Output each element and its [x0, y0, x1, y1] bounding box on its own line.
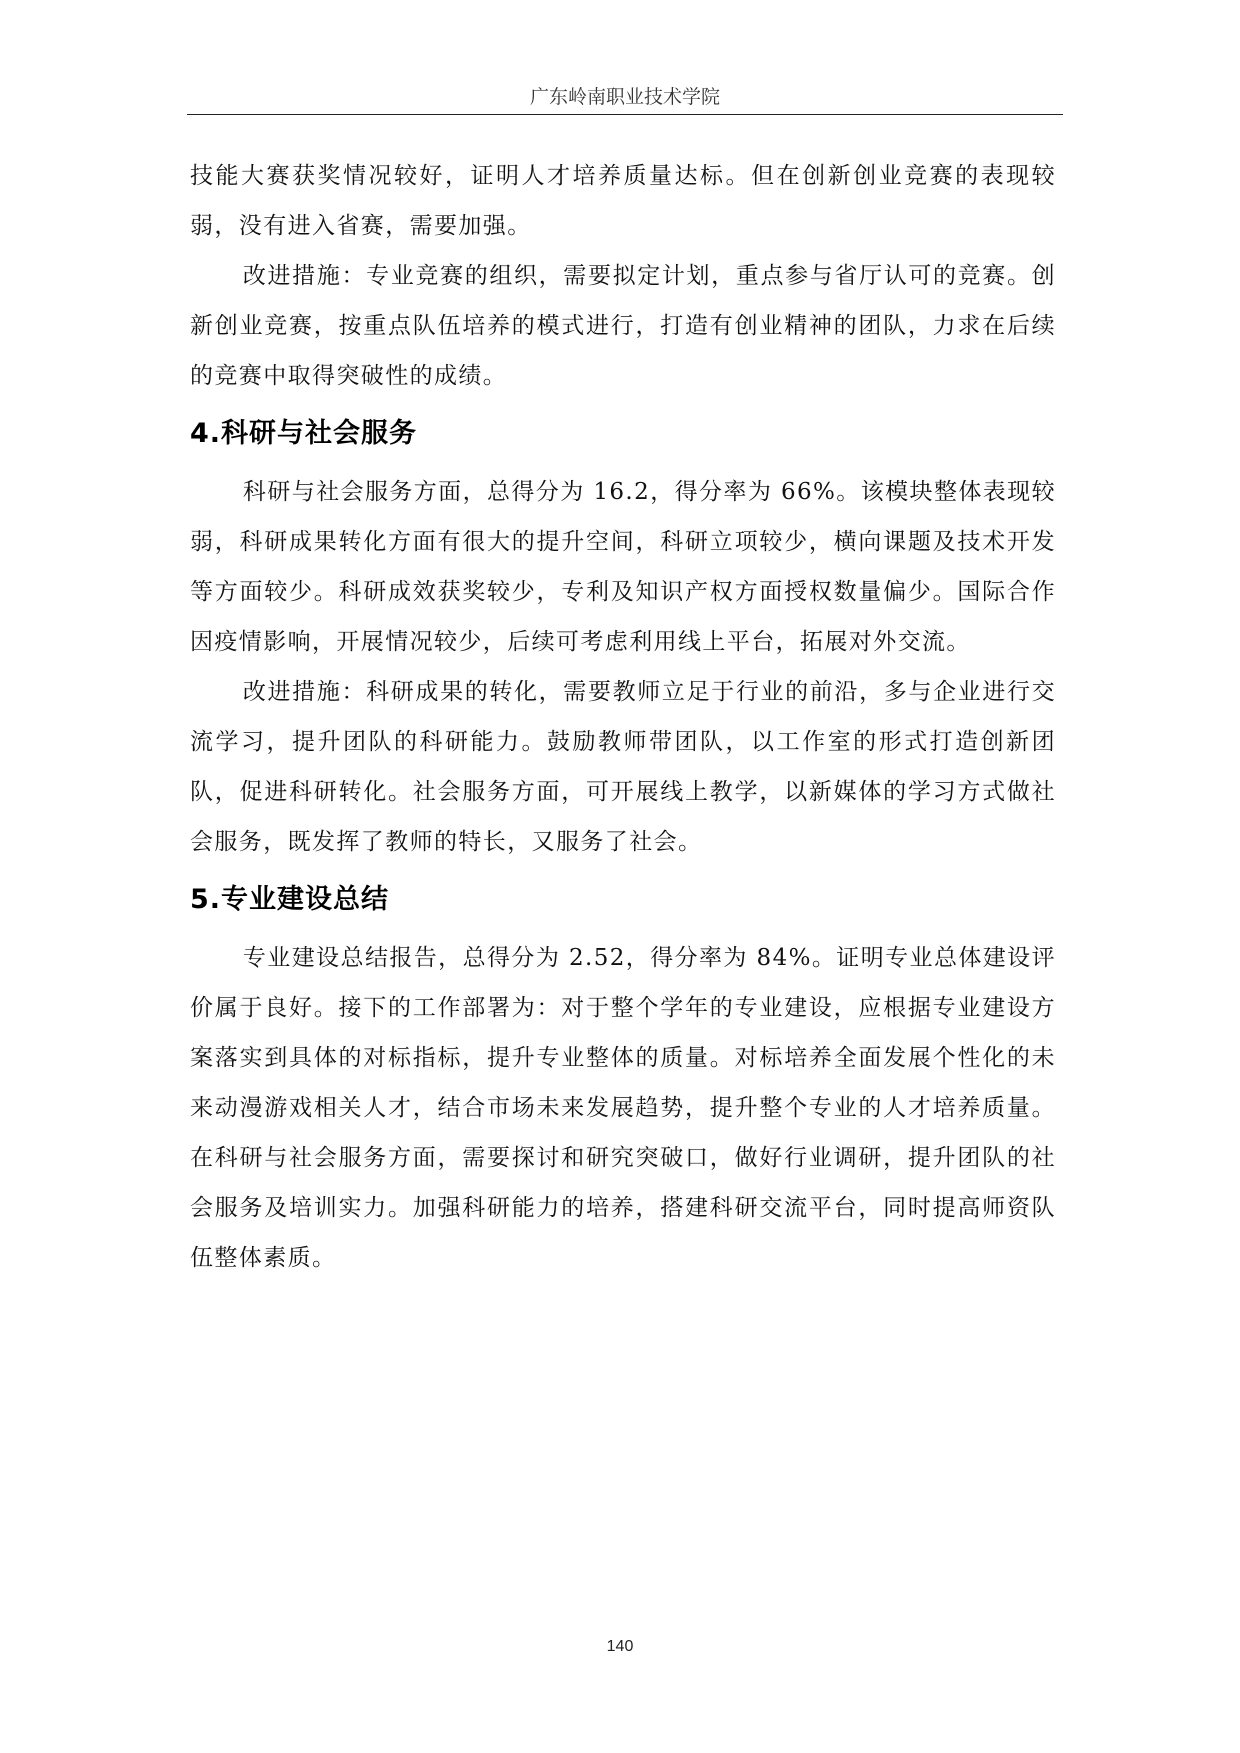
section-heading-research-service: 4.科研与社会服务 — [190, 418, 418, 449]
document-body — [190, 151, 1056, 1283]
section-heading-program-summary: 5.专业建设总结 — [190, 884, 390, 915]
page-number: 140 — [606, 1638, 634, 1655]
paragraph-research-service-improvement: 改进措施：科研成果的转化，需要教师立足于行业的前沿，多与企业进行交流学习，提升团队的科研能力。鼓励教师带团队，以工作室的形式打造创新团队，促进科研转化。社会服务方面，可开展线上教学，以新媒体的学习方式做社会服务，既发挥了教师的特长，又服务了社会。 — [190, 679, 1056, 855]
page-header — [187, 84, 1063, 115]
paragraph-competition-results: 技能大赛获奖情况较好，证明人才培养质量达标。但在创新创业竞赛的表现较弱，没有进入省赛，需要加强。 — [190, 163, 1056, 239]
paragraph-research-service-results: 科研与社会服务方面，总得分为 16.2，得分率为 66%。该模块整体表现较弱，科研成果转化方面有很大的提升空间，科研立项较少，横向课题及技术开发等方面较少。科研成效获奖较少，专利及知识产权方面授权数量偏少。国际合作因疫情影响，开展情况较少，后续可考虑利用线上平台，拓展对外交流。 — [190, 479, 1056, 655]
header-title: 广东岭南职业技术学院 — [529, 86, 720, 108]
paragraph-competition-improvement: 改进措施：专业竞赛的组织，需要拟定计划，重点参与省厅认可的竞赛。创新创业竞赛，按重点队伍培养的模式进行，打造有创业精神的团队，力求在后续的竞赛中取得突破性的成绩。 — [190, 263, 1056, 389]
paragraph-program-summary: 专业建设总结报告，总得分为 2.52，得分率为 84%。证明专业总体建设评价属于良好。接下的工作部署为：对于整个学年的专业建设，应根据专业建设方案落实到具体的对标指标，提升专业整体的质量。对标培养全面发展个性化的未来动漫游戏相关人才，结合市场未来发展趋势，提升整个专业的人才培养质量。在科研与社会服务方面，需要探讨和研究突破口，做好行业调研，提升团队的社会服务及培训实力。加强科研能力的培养，搭建科研交流平台，同时提高师资队伍整体素质。 — [190, 945, 1056, 1271]
